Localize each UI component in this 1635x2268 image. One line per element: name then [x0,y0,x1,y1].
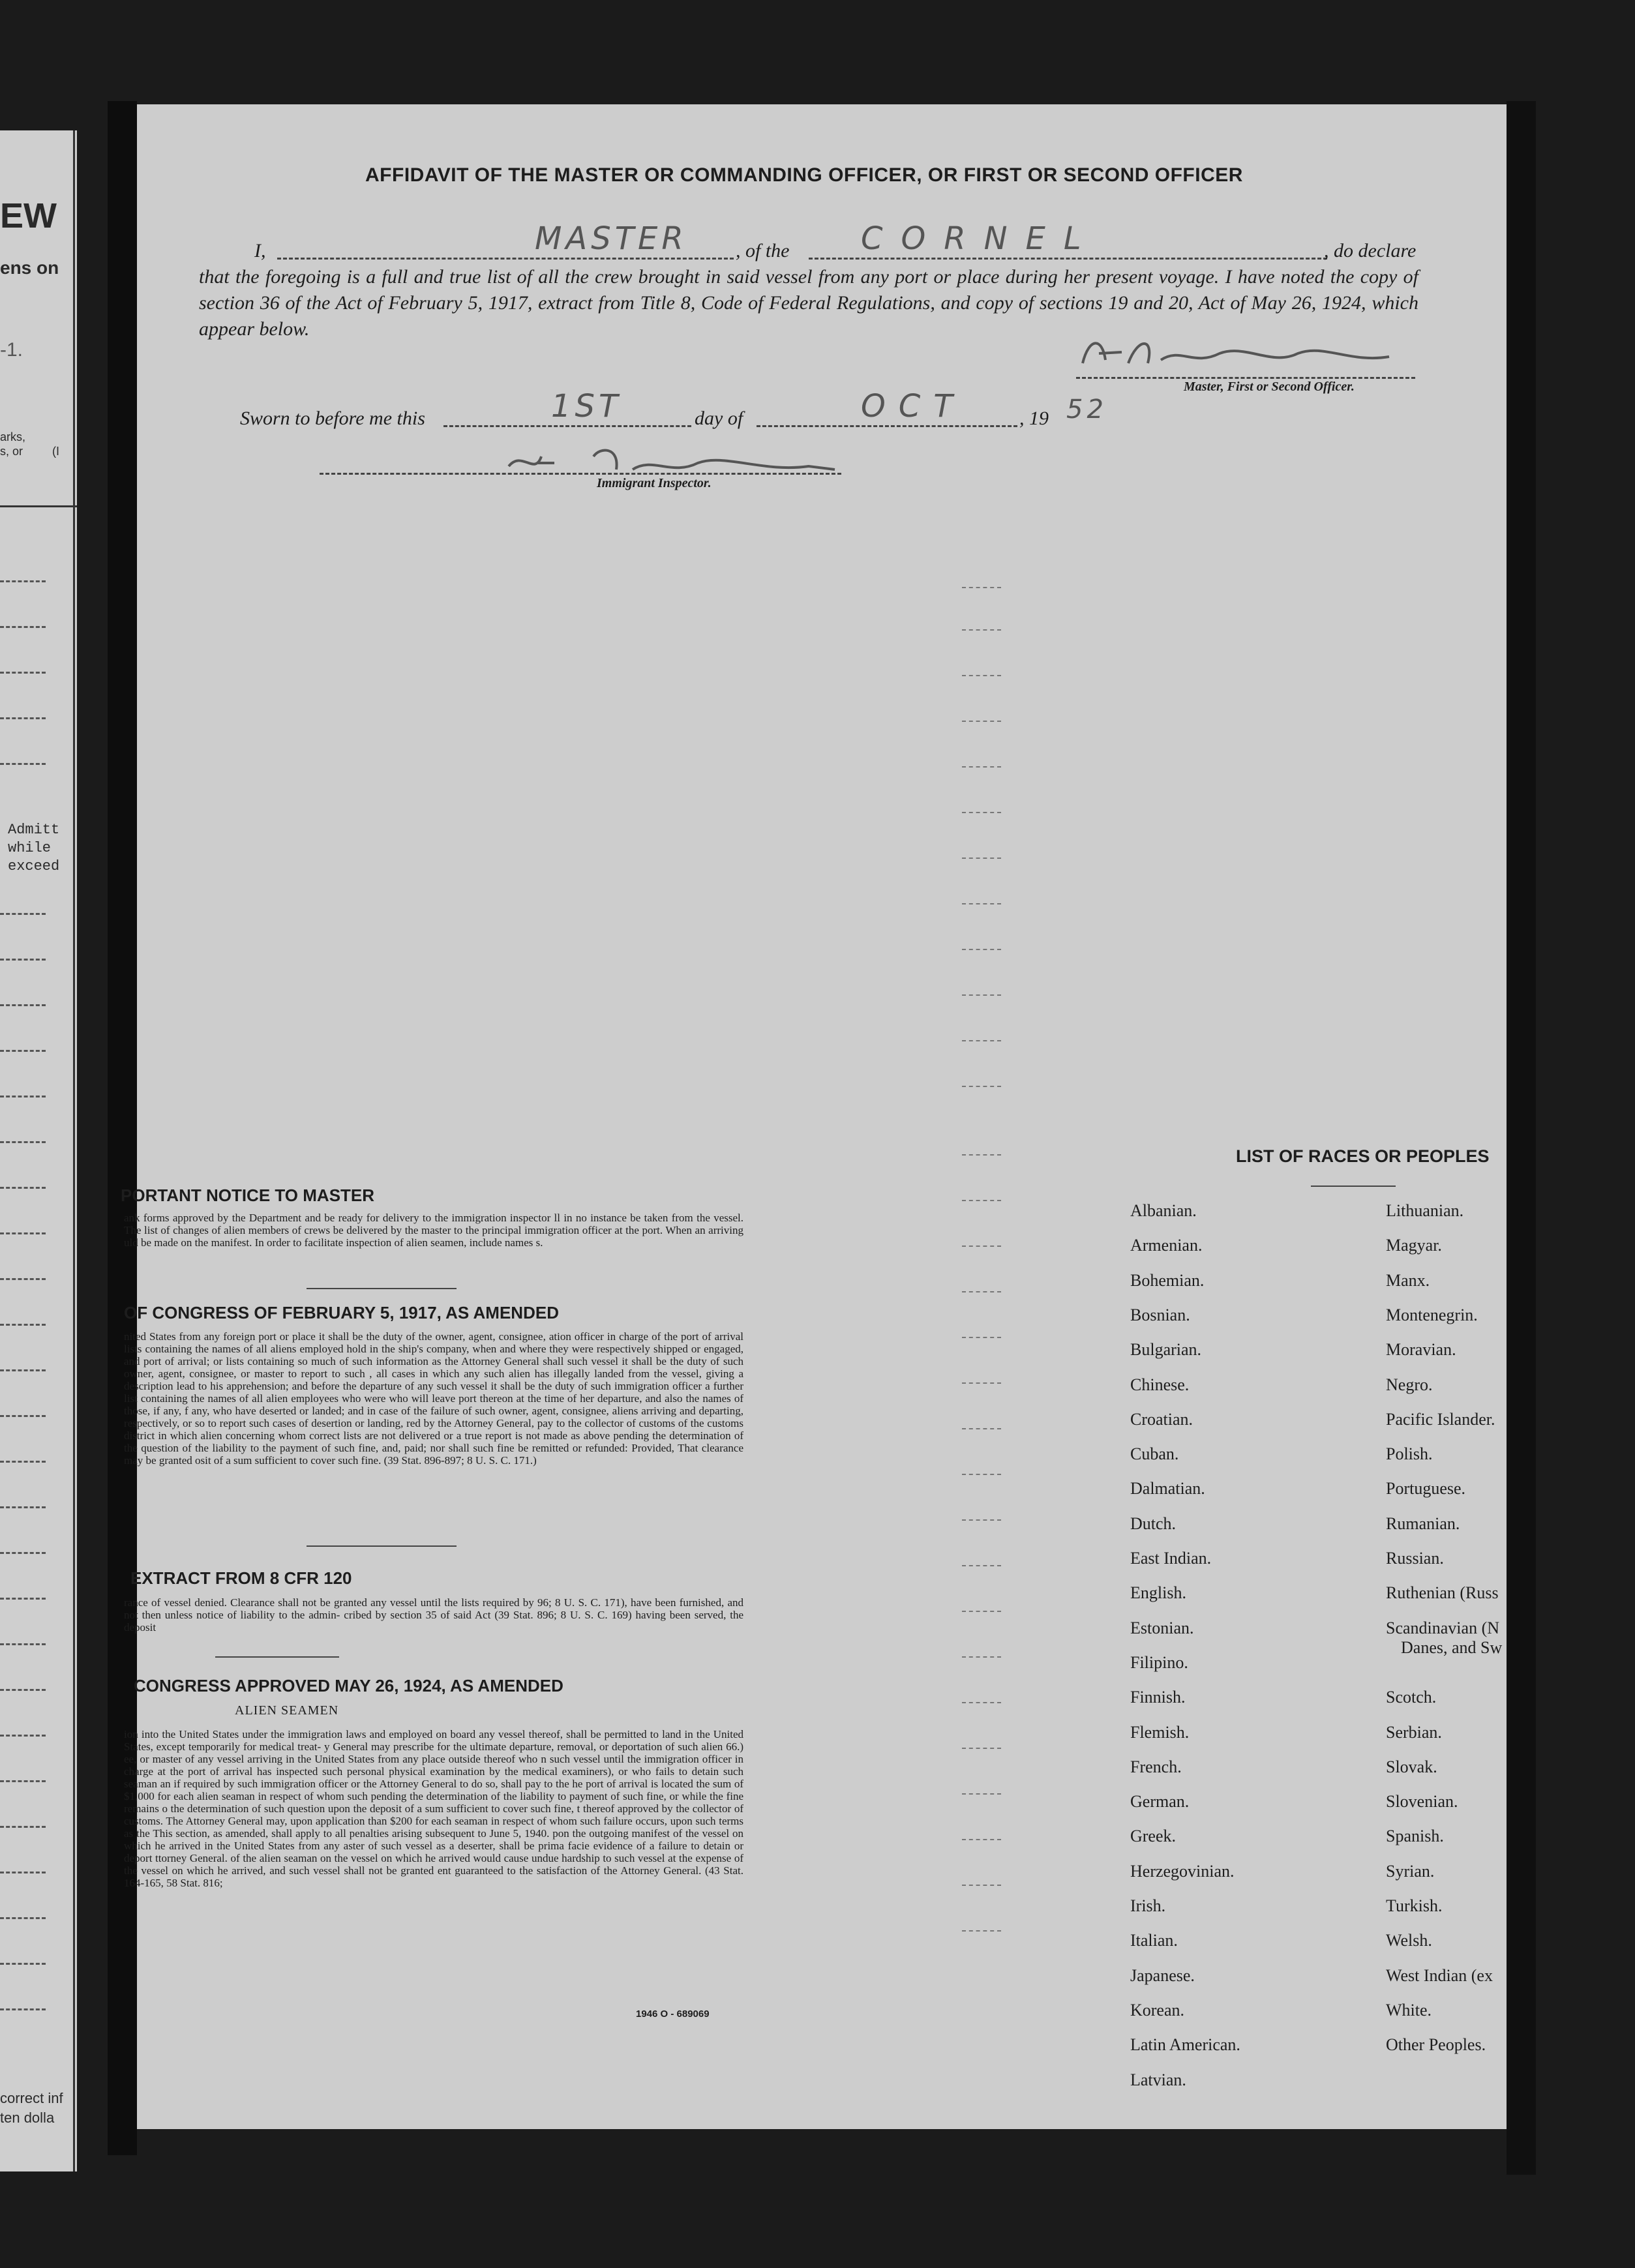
i-label: I, [254,240,266,261]
left-page-col-3: (I [52,445,59,458]
race-item: Chinese. [1130,1375,1190,1394]
race-item: Other Peoples. [1386,2035,1486,2055]
race-item: Bosnian. [1130,1305,1190,1324]
race-item: Serbian. [1386,1722,1442,1742]
race-item: English. [1130,1583,1186,1603]
race-item: White. [1386,2000,1432,2020]
signature-label: Master, First or Second Officer. [1184,380,1355,394]
notice-heading-act-1924: CONGRESS APPROVED MAY 26, 1924, AS AMENDED [134,1676,563,1695]
race-item: Bohemian. [1130,1270,1205,1290]
master-signature [1076,334,1402,376]
race-item: Rumanian. [1386,1514,1460,1533]
race-item: Korean. [1130,2000,1185,2020]
race-item: Russian. [1386,1549,1444,1568]
race-item: Slovak. [1386,1757,1437,1776]
year-handwritten: 52 [1066,395,1107,425]
notice-body-act-1917: nited States from any foreign port or place it shall be the duty of the owner, agent, consignee, ation officer in charge of the port of arrival lists containing the names of all aliens employed hold in the ship's company, when and where they were respectively shipped or engaged, and port of arrival; or lists containing so much of such information as the Attorney General shall such vessel it shall be the duty of such owner, agent, consignee, or master to report to such , all cases in which any such alien has illegally landed from the vessel, giving a description lead to his apprehension; and before the departure of any such vessel it shall be the duty of such immigration officer a further list containing the names of all alien employees who were who will leave port thereon at the time of her departure, and also the names of those, if any, f any, who have deserted or landed; and in case of the failure of such owner, agent, consignee, aliens arriving and departing, respectively, or so to report such cases of desertion or landing, red by the Attorney General, pay to the collector of customs of the customs district in which alien concerning whom correct lists are not delivered or a true report is not made as above pending the determination of the question of the liability to the payment of such fine, and, paid; nor shall such fine be remitted or refunded: Provided, That clearance may be granted osit of a sum sufficient to cover such fine. (39 Stat. 896-897; 8 U. S. C. 171.) [124,1330,743,1467]
day-blank [443,425,691,427]
rank-handwritten: MASTER [535,220,687,257]
notice-body-cfr: rance of vessel denied. Clearance shall not be granted any vessel until the lists required by 96; 8 U. S. C. 171), have been furnished, and not then unless notice of liability to the admin- cribed by section 35 of said Act (39 Stat. 896; 8 U. S. C. 169) having been served, the deposit [124,1596,743,1634]
year-prefix: , 19 [1019,408,1049,429]
left-page-subheader: ens on [0,258,59,278]
sworn-label: Sworn to before me this [240,408,425,429]
do-declare-label: , do declare [1324,240,1417,261]
left-page-number: -1. [0,339,23,361]
notice-body-act-1924: ion into the United States under the immigration laws and employed on board any vessel thereof, shall be permitted to land in the United States, except temporarily for medical treat- y General may prescribe for the ultimate departure, removal, or deportation of such alien 66.) ee, or master of any vessel arriving in the United States from any place outside thereof who n such vessel until the immigration officer in charge at the port of arrival has inspected such personal physical examination by the medical examiners), or who fails to detain such seaman an if required by such immigration officer or the Attorney General to do so, shall pay to the he port of arrival is located the sum of $1,000 for each alien seaman in respect of whom such pending the determination of the liability to payment of such fine, or while the fine remains o the determination of such question upon the deposit of a sum sufficient to cover such fine, t thereof approved by the collector of customs. The Attorney General may, upon application than $200 for each seaman in respect of whom such failure occurs, upon such terms as the This section, as amended, shall apply to all penalties arising subsequent to June 5, 1940. pon the outgoing manifest of the vessel on which he arrived in the United States from any aster of such vessel as a deserter, shall be prima facie evidence of a failure to detain or deport ttorney General. of the alien seaman on the vessel on which he arrived would cause undue hardship to such vessel at the expense of the vessel on which he arrived, and such vessel shall not be granted ent guaranteed to the satisfaction of the Attorney General. (43 Stat. 164-165, 58 Stat. 816; [124,1728,743,1889]
race-item: Scotch. [1386,1688,1437,1707]
month-handwritten: OCT [861,388,966,425]
race-item: Moravian. [1386,1340,1456,1360]
race-item: Latin American. [1130,2035,1240,2055]
left-page-col-2: s, or [0,445,23,458]
race-item: Slovenian. [1386,1792,1458,1812]
affidavit-body: that the foregoing is a full and true list of all the crew brought in said vessel from any port or place during her present voyage. I have noted the copy of section 36 of the Act of February 5, 1917, extract from Title 8, Code of Federal Regulations, and copy of sections 19 and 20, Act of May 26, 1924, which appear below. [199,266,1418,340]
race-item: Ruthenian (Russ [1386,1583,1499,1603]
race-item: West Indian (ex [1386,1965,1493,1985]
left-page-note-3: exceed [8,858,60,874]
race-item: Portuguese. [1386,1479,1466,1499]
race-item: Lithuanian. [1386,1201,1464,1220]
left-page-note-1: Admitt [8,822,60,838]
of-the-label: , of the [736,240,790,261]
left-page-header: EW [0,196,57,235]
race-item: Croatian. [1130,1409,1193,1429]
race-item: Estonian. [1130,1618,1194,1637]
race-item: Bulgarian. [1130,1340,1202,1360]
race-item: Syrian. [1386,1861,1435,1881]
race-item: Latvian. [1130,2070,1186,2089]
inspector-label: Immigrant Inspector. [597,476,712,490]
race-item: Flemish. [1130,1722,1190,1742]
rank-blank [277,258,734,260]
adjacent-page-strip [0,130,77,2171]
vessel-blank [809,258,1327,260]
race-item: Magyar. [1386,1236,1442,1255]
race-item: Pacific Islander. [1386,1409,1495,1429]
vessel-handwritten: CORNEL [861,220,1100,257]
race-right-continuation: Danes, and Sw [1401,1638,1503,1657]
print-code: 1946 O - 689069 [636,2008,710,2020]
day-of-label: day of [695,408,743,429]
race-item: Italian. [1130,1931,1178,1950]
race-item: Manx. [1386,1270,1430,1290]
race-item: East Indian. [1130,1549,1212,1568]
race-item: Dutch. [1130,1514,1177,1533]
race-item: Irish. [1130,1896,1166,1915]
race-item: Japanese. [1130,1965,1195,1985]
notice-subheading-alien-seamen: ALIEN SEAMEN [235,1703,339,1718]
affidavit-title: AFFIDAVIT OF THE MASTER OR COMMANDING OFFICER, OR FIRST OR SECOND OFFICER [365,164,1243,186]
race-item: Filipino. [1130,1652,1188,1672]
left-page-bottom-2: ten dolla [0,2110,55,2126]
notice-heading-act-1917: OF CONGRESS OF FEBRUARY 5, 1917, AS AMENDED [124,1303,559,1322]
race-item: Greek. [1130,1827,1177,1846]
race-item: German. [1130,1792,1190,1812]
notice-heading-master: PORTANT NOTICE TO MASTER [121,1186,375,1205]
race-item: Polish. [1386,1444,1433,1464]
race-item: Dalmatian. [1130,1479,1205,1499]
race-item: Scandinavian (N [1386,1618,1500,1637]
race-item: Herzegovinian. [1130,1861,1235,1881]
race-item: Armenian. [1130,1236,1203,1255]
race-item: Montenegrin. [1386,1305,1478,1324]
day-handwritten: 1ST [551,388,622,425]
race-item: Finnish. [1130,1688,1186,1707]
race-item: Albanian. [1130,1201,1197,1220]
notice-heading-cfr: EXTRACT FROM 8 CFR 120 [130,1568,352,1588]
race-item: Negro. [1386,1375,1433,1394]
month-blank [757,425,1017,427]
race-item: Cuban. [1130,1444,1179,1464]
left-page-col-1: arks, [0,430,26,443]
races-list-title: LIST OF RACES OR PEOPLES [1236,1146,1490,1166]
race-item: Turkish. [1386,1896,1443,1915]
notice-body-master: ank forms approved by the Department and be ready for delivery to the immigration inspector ll in no instance be taken from the vessel. The list of changes of alien members of crews be delivered by the master to the principal immigration officer at the port. When an arriving uld be made on the manifest. In order to facilitate inspection of alien seamen, include names s. [124,1212,743,1249]
race-item: Welsh. [1386,1931,1432,1950]
race-item: Spanish. [1386,1827,1444,1846]
left-page-bottom-1: correct inf [0,2090,63,2106]
race-item: French. [1130,1757,1182,1776]
page-edge-shadow [1507,101,1536,2175]
left-page-note-2: while [8,840,52,856]
